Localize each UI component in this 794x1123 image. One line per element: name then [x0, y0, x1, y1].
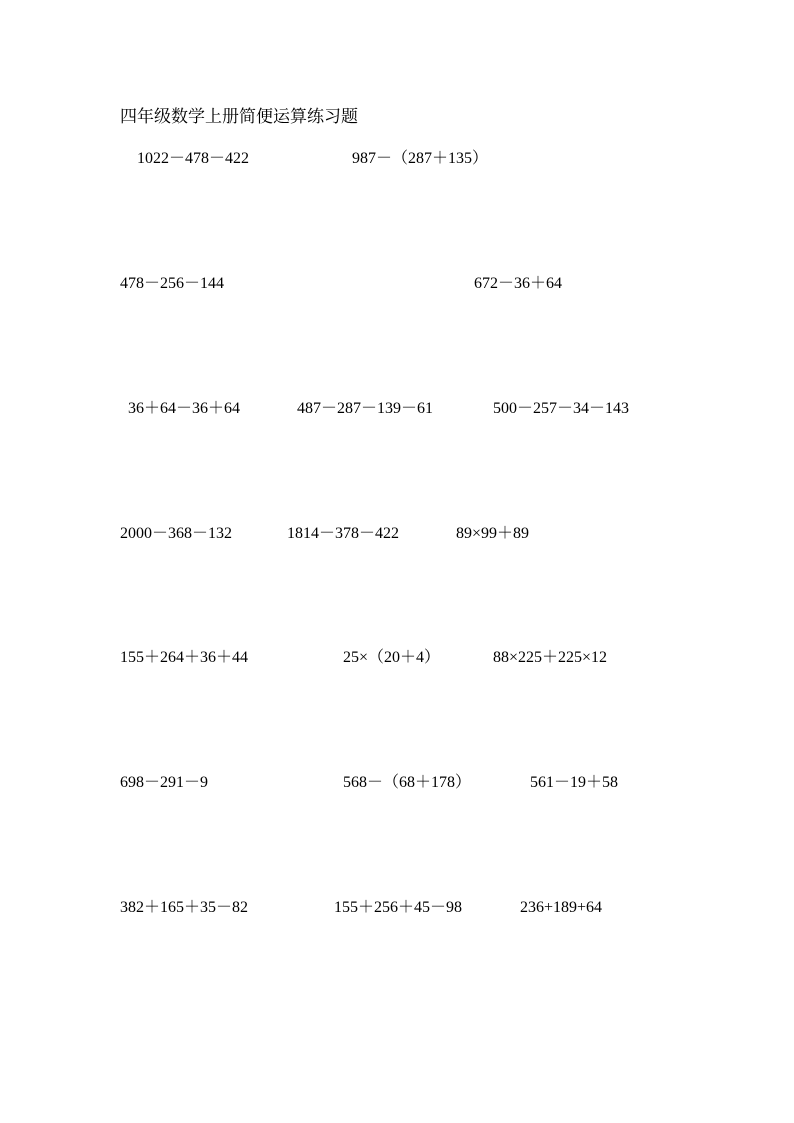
problem-5-2: 25×（20＋4）: [343, 649, 441, 666]
problem-5-1: 155＋264＋36＋44: [120, 649, 249, 666]
problem-4-2: 1814－378－422: [287, 525, 400, 542]
problem-7-1: 382＋165＋35－82: [120, 899, 249, 916]
problem-4-1: 2000－368－132: [120, 525, 233, 542]
problem-1-2: 987－（287＋135）: [352, 150, 489, 167]
problem-7-3: 236+189+64: [520, 899, 603, 916]
problem-3-3: 500－257－34－143: [493, 400, 630, 417]
problem-2-2: 672－36＋64: [474, 275, 563, 292]
problem-2-1: 478－256－144: [120, 275, 225, 292]
problem-6-1: 698－291－9: [120, 774, 209, 791]
problem-3-2: 487－287－139－61: [297, 400, 434, 417]
problem-7-2: 155＋256＋45－98: [334, 899, 463, 916]
problem-1-1: 1022－478－422: [137, 150, 250, 167]
problem-3-1: 36＋64－36＋64: [128, 400, 241, 417]
worksheet-title: 四年级数学上册简便运算练习题: [120, 107, 358, 126]
problem-5-3: 88×225＋225×12: [493, 649, 608, 666]
problem-6-2: 568－（68＋178）: [343, 774, 472, 791]
problem-4-3: 89×99＋89: [456, 525, 530, 542]
problem-6-3: 561－19＋58: [530, 774, 619, 791]
